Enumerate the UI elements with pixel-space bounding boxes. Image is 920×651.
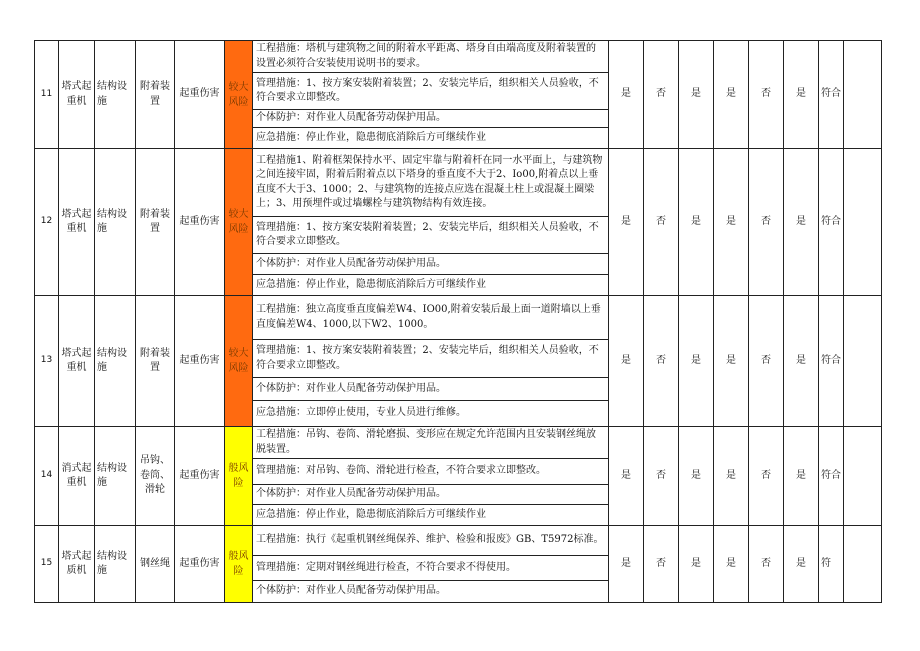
check-cell: 是 — [784, 296, 819, 427]
control-measure: 管理措施：对吊钩、卷筒、滑轮进行检查，不符合要求立即整改。 — [253, 459, 609, 485]
control-measure: 应急措施：立即停止使用，专业人员进行维修。 — [253, 401, 609, 427]
check-cell: 否 — [749, 526, 784, 603]
table-row — [35, 296, 882, 340]
check-cell: 否 — [644, 526, 679, 603]
facility-category: 结构设施 — [95, 526, 136, 603]
control-measure: 个体防护：对作业人员配备劳动保护用品。 — [253, 581, 609, 603]
result-cell: 符合 — [819, 427, 844, 526]
hazard-type: 起重伤害 — [175, 149, 225, 296]
control-measure: 个体防护：对作业人员配备劳动保护用品。 — [253, 110, 609, 128]
facility-category: 结构设施 — [95, 427, 136, 526]
hazard-type: 起重伤害 — [175, 427, 225, 526]
control-measure: 应急措施：停止作业，隐患彻底消除后方可继续作业 — [253, 128, 609, 149]
component-name: 附着装置 — [136, 149, 175, 296]
component-name: 吊钩、卷筒、滑轮 — [136, 427, 175, 526]
check-cell: 是 — [679, 296, 714, 427]
risk-control-table — [34, 40, 882, 603]
check-cell: 是 — [679, 149, 714, 296]
control-measure: 管理措施：1、按方案安装附着装置；2、安装完毕后，组织相关人员验收，不符合要求立即整改。 — [253, 73, 609, 110]
control-measure: 个体防护：对作业人员配备劳动保护用品。 — [253, 485, 609, 505]
row-number: 14 — [35, 427, 59, 526]
check-cell: 否 — [749, 427, 784, 526]
equipment-name: 塔式起质机 — [59, 526, 95, 603]
check-cell: 是 — [714, 427, 749, 526]
result-cell: 符 — [819, 526, 844, 603]
component-name: 附着装置 — [136, 41, 175, 149]
control-measure: 工程措施：塔机与建筑物之间的附着水平距离、塔身自由端高度及附着装置的设置必须符合安装使用说明书的要求。 — [253, 41, 609, 73]
row-number: 13 — [35, 296, 59, 427]
check-cell: 是 — [609, 427, 644, 526]
remark-cell — [844, 296, 882, 427]
check-cell: 是 — [714, 41, 749, 149]
facility-category: 结构设施 — [95, 296, 136, 427]
check-cell: 是 — [714, 526, 749, 603]
equipment-name: 塔式起重机 — [59, 296, 95, 427]
hazard-type: 起重伤害 — [175, 296, 225, 427]
table-row — [35, 526, 882, 556]
remark-cell — [844, 427, 882, 526]
control-measure: 应急措施：停止作业，隐患彻底消除后方可继续作业 — [253, 275, 609, 296]
check-cell: 否 — [644, 296, 679, 427]
control-measure: 个体防护：对作业人员配备劳动保护用品。 — [253, 254, 609, 275]
check-cell: 是 — [679, 41, 714, 149]
result-cell: 符合 — [819, 149, 844, 296]
facility-category: 结构设施 — [95, 149, 136, 296]
equipment-name: 塔式起重机 — [59, 149, 95, 296]
risk-level-badge: 较大风险 — [225, 149, 253, 296]
control-measure: 工程措施：独立高度垂直度偏差W4、IO00,附着安装后最上面一道附墙以上垂直度偏差W4、1000,以下W2、1000。 — [253, 296, 609, 340]
table-row — [35, 149, 882, 217]
check-cell: 是 — [609, 296, 644, 427]
remark-cell — [844, 526, 882, 603]
check-cell: 否 — [749, 296, 784, 427]
control-measure: 应急措施：停止作业，隐患彻底消除后方可继续作业 — [253, 505, 609, 526]
equipment-name: 塔式起重机 — [59, 41, 95, 149]
risk-level-badge: 般风险 — [225, 526, 253, 603]
risk-level-badge: 较大风险 — [225, 296, 253, 427]
risk-level-badge: 般风险 — [225, 427, 253, 526]
row-number: 12 — [35, 149, 59, 296]
row-number: 11 — [35, 41, 59, 149]
row-number: 15 — [35, 526, 59, 603]
check-cell: 是 — [714, 296, 749, 427]
component-name: 钢丝绳 — [136, 526, 175, 603]
check-cell: 是 — [679, 427, 714, 526]
control-measure: 工程措施：执行《起重机钢丝绳保养、维护、检验和报废》GB、T5972标准。 — [253, 526, 609, 556]
control-measure: 管理措施：1、按方案安装附着装置；2、安装完毕后，组织相关人员验收，不符合要求立即整改。 — [253, 340, 609, 378]
hazard-type: 起重伤害 — [175, 526, 225, 603]
check-cell: 否 — [644, 427, 679, 526]
table-row — [35, 41, 882, 73]
component-name: 附着装置 — [136, 296, 175, 427]
check-cell: 是 — [714, 149, 749, 296]
control-measure: 工程措施：吊钩、卷筒、滑轮磨损、变形应在规定允许范围内且安装钢丝绳放脱装置。 — [253, 427, 609, 459]
control-measure: 个体防护：对作业人员配备劳动保护用品。 — [253, 378, 609, 401]
check-cell: 是 — [784, 427, 819, 526]
check-cell: 否 — [749, 41, 784, 149]
table-row — [35, 427, 882, 459]
result-cell: 符合 — [819, 41, 844, 149]
equipment-name: 消式起重机 — [59, 427, 95, 526]
check-cell: 否 — [644, 149, 679, 296]
control-measure: 管理措施：1、按方案安装附着装置；2、安装完毕后，组织相关人员验收，不符合要求立即整改。 — [253, 217, 609, 254]
facility-category: 结构设施 — [95, 41, 136, 149]
remark-cell — [844, 41, 882, 149]
remark-cell — [844, 149, 882, 296]
control-measure: 管理措施：定期对钢丝绳进行检查，不符合要求不得使用。 — [253, 556, 609, 581]
hazard-type: 起重伤害 — [175, 41, 225, 149]
check-cell: 是 — [784, 41, 819, 149]
result-cell: 符合 — [819, 296, 844, 427]
check-cell: 是 — [679, 526, 714, 603]
check-cell: 是 — [784, 526, 819, 603]
check-cell: 是 — [609, 149, 644, 296]
check-cell: 是 — [609, 526, 644, 603]
check-cell: 是 — [609, 41, 644, 149]
risk-level-badge: 较大风险 — [225, 41, 253, 149]
control-measure: 工程措施1、附着框架保持水平、固定牢靠与附着杆在同一水平面上，与建筑物之间连接牢固，附着后附着点以下塔身的垂直度不大于2、Io00,附着点以上垂直度不大于3、1000；2、与建筑物的连接点应选在混凝土柱上或混凝土圈梁上；3、用预埋件或过墙螺栓与建筑物结构有效连接。 — [253, 149, 609, 217]
check-cell: 是 — [784, 149, 819, 296]
check-cell: 否 — [644, 41, 679, 149]
check-cell: 否 — [749, 149, 784, 296]
